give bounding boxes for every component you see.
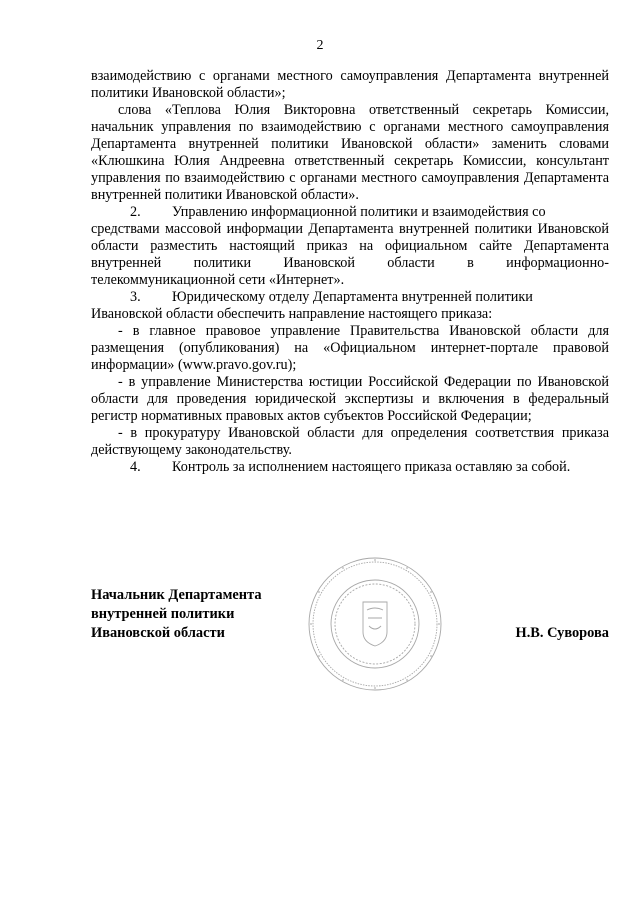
item-4 (91, 459, 609, 476)
item-2-continuation: средствами массовой информации Департамента внутренней политики Ивановской области разместить настоящий приказ на официальном сайте Департамента внутренней политики Ивановской области в информационно-телекоммуникационной сети «Интернет». (91, 221, 609, 288)
item-text: Контроль за исполнением настоящего приказа оставляю за собой. (172, 459, 571, 475)
item-number: 3. (130, 289, 141, 305)
signatory-title-line: внутренней политики (91, 606, 235, 622)
item-2-first-line (91, 204, 609, 221)
bullet-minjust: - в управление Министерства юстиции Российской Федерации по Ивановской области для проведения юридической экспертизы и включения в федеральный регистр нормативных правовых актов субъектов Российской Федерации; (91, 374, 609, 424)
document-body (91, 68, 609, 476)
item-number: 2. (130, 204, 141, 220)
page-number: 2 (316, 38, 324, 53)
item-text: Управлению информационной политики и взаимодействия со (172, 204, 546, 220)
signatory-position (91, 586, 262, 643)
item-text: Юридическому отделу Департамента внутренней политики (172, 289, 533, 305)
paragraph-continuation: взаимодействию с органами местного самоуправления Департамента внутренней политики Ивановской области»; (91, 68, 609, 101)
bullet-prosecutor: - в прокуратуру Ивановской области для определения соответствия приказа действующему законодательству. (91, 425, 609, 458)
bullet-pravo: - в главное правовое управление Правительства Ивановской области для размещения (опубликования) на «Официальном интернет-портале правовой информации» (www.pravo.gov.ru); (91, 323, 609, 373)
signatory-title-line: Ивановской области (91, 625, 225, 641)
item-number: 4. (130, 459, 141, 475)
signatory-title-line: Начальник Департамента (91, 587, 262, 603)
paragraph-replacement: слова «Теплова Юлия Викторовна ответственный секретарь Комиссии, начальник управления по взаимодействию с органами местного самоуправления Департамента внутренней политики Ивановской области» заменить словами «Клюшкина Юлия Андреевна ответственный секретарь Комиссии, консультант управления по взаимодействию с органами местного самоуправления Департамента внутренней политики Ивановской области». (91, 102, 609, 203)
item-3-continuation: Ивановской области обеспечить направление настоящего приказа: (91, 306, 493, 322)
official-seal-stamp (305, 554, 445, 694)
item-3-first-line (91, 289, 609, 306)
signatory-name: Н.В. Суворова (515, 625, 609, 641)
